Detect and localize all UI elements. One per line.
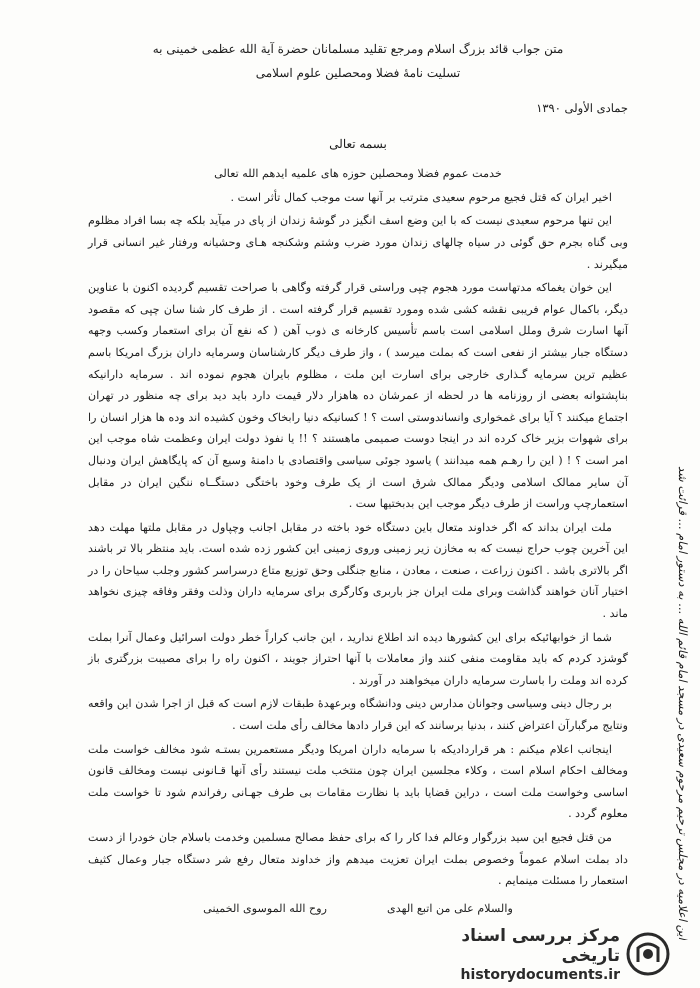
watermark-title: مرکز بررسی اسناد تاریخی <box>461 926 620 966</box>
paragraph: بر رجال دینی وسیاسی وجوانان مدارس دینی ودانشگاه وبرعهدهٔ طبقات لازم است که قبل از اجرا شدن این واقعه ونتایج مرگبارآن اعتراض کنند ، بدنیا برسانند که این قرار دادها مخالف رأی ملت است . <box>88 697 628 733</box>
paragraph: من قتل فجیع این سید بزرگوار وعالم فدا کار را که برای حفظ مصالح مسلمین وخدمت باسلام جان خودرا از دست داد بملت اسلام عموماً وخصوص بملت ایران تعزیت میدهم واز خداوند متعال رفع شر دستگاه جبار وعمال کثیف استعمار را مسئلت مینمایم . <box>88 831 628 888</box>
watermark <box>430 926 670 983</box>
header-line-1: متن جواب قائد بزرگ اسلام ومرجع تقلید مسلمانان حضرة آیة الله عظمی خمینی به <box>152 42 564 56</box>
closing-salutation: والسلام علی من اتبع الهدی <box>387 901 513 915</box>
bismillah-heading: بسمه تعالی <box>329 136 387 151</box>
paragraph: این تنها مرحوم سعیدی نیست که با این وضع اسف انگیز در گوشهٔ زندان از پای در میآید بلکه چه بسا افراد مظلوم وبی گناه بجرم حق گوئی در سیاه چالهای زندان مورد ضرب وشتم وشکنجه هـای وحشیانه ورفتار غیر انسانی قرار میگیرند . <box>88 214 628 271</box>
paragraph: این خوان یغماکه مدتهاست مورد هجوم چپی وراستی قرار گرفته وگاهی با صراحت تقسیم گردیده اکنون با عناوین دیگر، باکمال عوام فریبی نقشه کشی شده ومورد تقسیم قرار گرفته است . از طرف کار شنا سان چپی که مقصود آنها اسارت شرق وملل اسلامی است باسم تأسیس کارخانه ی ذوب آهن ( که نفع آن برای استعمار وکسب وجهه دستگاه جبار بیشتر از نفعی است که بملت میرسد ) ، واز طرف دیگر کارشناسان وسرمایه داران بزرگ امریکا باسم عظیم ترین سرمایه گـذاری خارجی برای اسارت این ملت ، مظلوم بایران هجوم نموده اند . سرمایه دارانیکه بناپشتوانه بعضی از روزنامه ها در لحظه از عمرشان ده هاهزار دلار قیمت دارد باید دید برای چه منظور در تهران اجتماع میکنند ؟ آیا برای غمخواری وانساندوستی است ؟ ! کسانیکه دنیا رابخاک وخون کشیده اند وده ها هزار انسان را برای شهوات بزیر خاک کرده اند در اینجا دوست صمیمی ماهستند ؟ !! یا نفوذ دولت ایران وعظمت شاه موجب این امر است ؟ ! ( این را رهـم همه میدانند ) یاسود جوئی سیاسی واقتصادی با دامنهٔ وسیع آن که پایگاهش ایران ودنبال آن سایر ممالک اسلامی ودیگر ممالک شرق است از یک طرف وخود باختگی دستگــاه ننگین ایران در مقابل استعمارچپ وراست از طرف دیگر موجب این بدبختیها ست . <box>88 281 628 511</box>
watermark-url: historydocuments.ir <box>460 967 620 983</box>
paragraph: اینجانب اعلام میکنم : هر قراردادیکه با سرمایه داران امریکا ودیگر مستعمرین بستـه شود مخالف خواست ملت ومخالف احکام اسلام است ، وکلاء مجلسین ایران چون منتخب ملت نیستند رأی آنها قـانونی نیست ومخالف قانون اساسی وخواست ملت است ، دراین قضایا باید با نظارت مقامات بی طرف جهـانی رفراندم شود تا خواست ملت معلوم گردد . <box>88 742 628 821</box>
paragraph: ملت ایران بداند که اگر خداوند متعال باین دستگاه خود باخته در مقابل اجانب وچپاول در مقابل ملتها مهلت دهد این آخرین چوب حراج نیست که به مخازن زیر زمینی وروی زمینی این کشور زده شده است. باید منتظر بالا تر باشند اگر بالاتری باشد . اکنون زراعت ، صنعت ، معادن ، منابع جنگلی وحق توزیع متاع درسراسر کشور وجلب سیاحان را در اختیار آنان خواهند گذاشت وبرای ملت ایران جز باربری وکارگری برای سرمایه داران وذلت وفقر وفاقه چیزی نخواهد ماند . <box>88 520 628 621</box>
closing-block <box>88 898 628 920</box>
addressee-line: خدمت عموم فضلا ومحصلین حوزه های علمیه ایدهم الله تعالی <box>214 167 502 181</box>
document-body <box>88 38 628 919</box>
paragraph: شما از خوابهائیکه برای این کشورها دیده اند اطلاع ندارید ، این جانب کراراً خطر دولت اسرائیل وعمال آنرا بملت گوشزد کردم که باید مقاومت منفی کنند واز معاملات با آنها احتراز جویند ، اکنون راه را برای مصیبت بزرگتری باز کرده اند وملت را باسارت سرمایه داران میخواهند در آورند . <box>88 630 628 687</box>
signature: روح الله الموسوی الخمینی <box>203 901 328 915</box>
header-line-2: تسلیت نامهٔ فضلا ومحصلین علوم اسلامی <box>255 66 461 80</box>
paragraph: اخیر ایران که قتل فجیع مرحوم سعیدی مترتب بر آنها ست موجب کمال تأثر است . <box>230 190 612 204</box>
archive-logo-icon <box>626 932 670 976</box>
date-line: جمادی الأولی ۱۳۹۰ <box>536 101 628 115</box>
handwritten-margin-note: این اعلامیه در مجلس ترحیم مرحوم سعیدی در مسجد امام قائم الله ... به دستور امام ... قرائت شد <box>676 466 690 940</box>
